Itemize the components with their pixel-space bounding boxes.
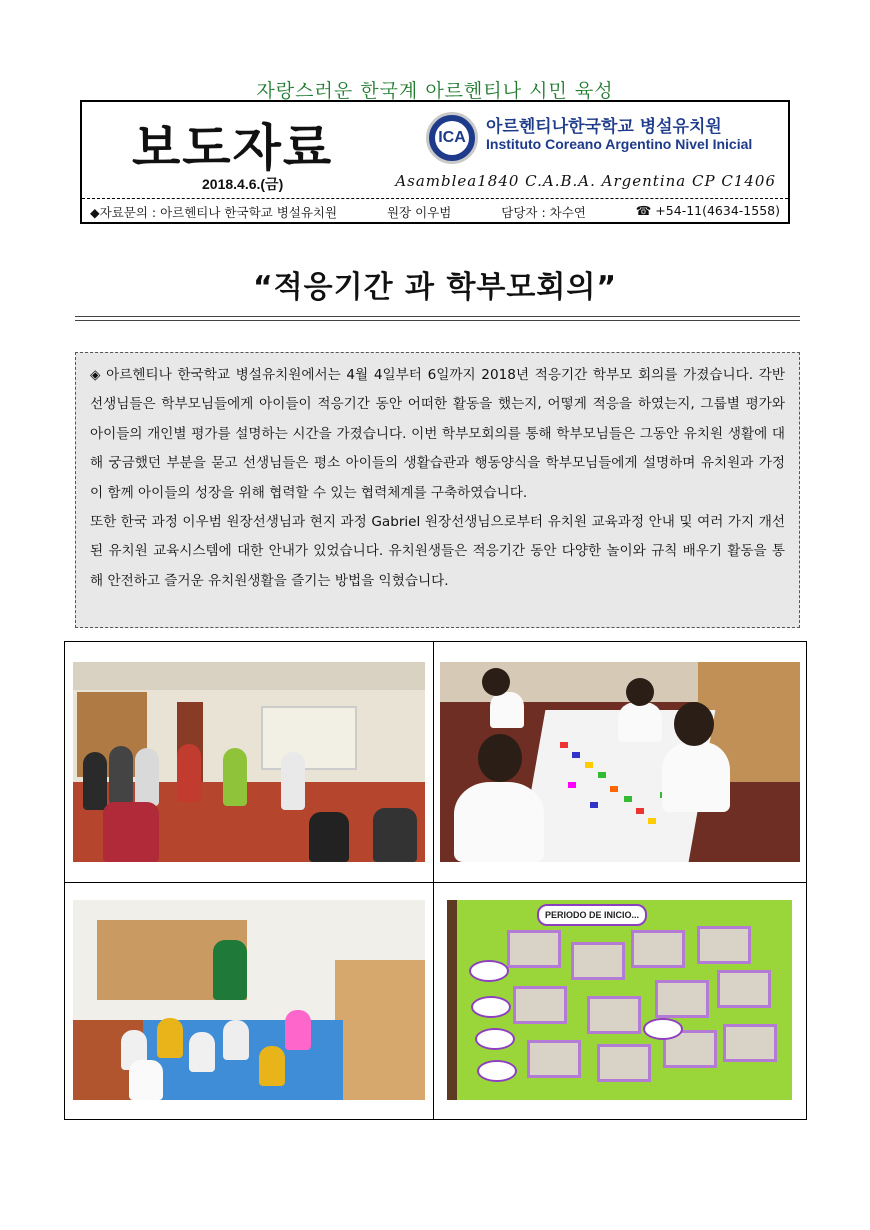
school-logo xyxy=(426,112,478,164)
article-paragraph-2: 또한 한국 과정 이우범 원장선생님과 현지 과정 Gabriel 원장선생님으로부터 유치원 교육과정 안내 및 여러 가지 개선된 유치원 교육시스템에 대한 안내가 있었습니다. 유치원생들은 적응기간 동안 다양한 놀이와 규칙 배우기 활동을 통해 안전하고 즐거운 유치원생활을 즐기는 방법을 익혔습니다. xyxy=(90,514,785,589)
press-release-header xyxy=(80,100,790,224)
photo-grid xyxy=(64,641,807,1120)
header-divider xyxy=(82,198,788,199)
article-body xyxy=(75,352,800,628)
slogan: 자랑스러운 한국계 아르헨티나 시민 육성 xyxy=(256,80,614,102)
photo-kids-blocks xyxy=(440,662,800,862)
photo-parent-meeting xyxy=(73,662,425,862)
contact-inquiry: ◆자료문의 : 아르헨티나 한국학교 병설유치원 xyxy=(90,205,338,220)
article-paragraph-1: ◈ 아르헨티나 한국학교 병설유치원에서는 4월 4일부터 6일까지 2018년 적응기간 학부모 회의를 가졌습니다. 각반 선생님들은 학부모님들에게 아이들이 적응기간 동안 어떠한 활동을 했는지, 어떻게 적응을 하였는지, 그룹별 평가와 아이들의 개인별 평가를 설명하는 시간을 가졌습니다. 이번 학부모회의를 통해 학부모님들은 그동안 유치원 생활에 대해 궁금했던 부분을 묻고 선생님들은 평소 아이들의 생활습관과 행동양식을 학부모님들에게 설명하며 유치원과 가정이 함께 아이들의 성장을 위해 협력할 수 있는 협력체계를 구축하였습니다. xyxy=(90,367,785,501)
photo-bulletin-board xyxy=(447,900,792,1100)
article-headline: “적응기간 과 학부모회의” xyxy=(252,270,618,305)
school-address: Asamblea1840 C.A.B.A. Argentina CP C1406 xyxy=(395,172,776,190)
school-logo-text: ICA xyxy=(438,129,466,146)
contact-phone: ☎ +54-11(4634-1558) xyxy=(635,203,780,218)
photo-grid-divider-vertical xyxy=(433,642,434,1119)
school-name-spanish: Instituto Coreano Argentino Nivel Inicial xyxy=(486,136,753,152)
press-release-title: 보도자료 xyxy=(132,118,334,177)
contact-line xyxy=(90,203,780,221)
release-date: 2018.4.6.(금) xyxy=(202,176,284,192)
headline-rule-top xyxy=(75,316,800,317)
contact-principal: 원장 이우범 xyxy=(386,205,452,220)
school-name-korean: 아르헨티나한국학교 병설유치원 xyxy=(486,117,722,137)
photo-reading-corner xyxy=(73,900,425,1100)
headline-rule-bottom xyxy=(75,320,800,321)
photo-grid-divider-horizontal xyxy=(65,882,806,883)
bulletin-board-banner: PERIODO DE INICIO... xyxy=(537,904,647,926)
contact-person: 담당자 : 차수연 xyxy=(501,205,586,220)
